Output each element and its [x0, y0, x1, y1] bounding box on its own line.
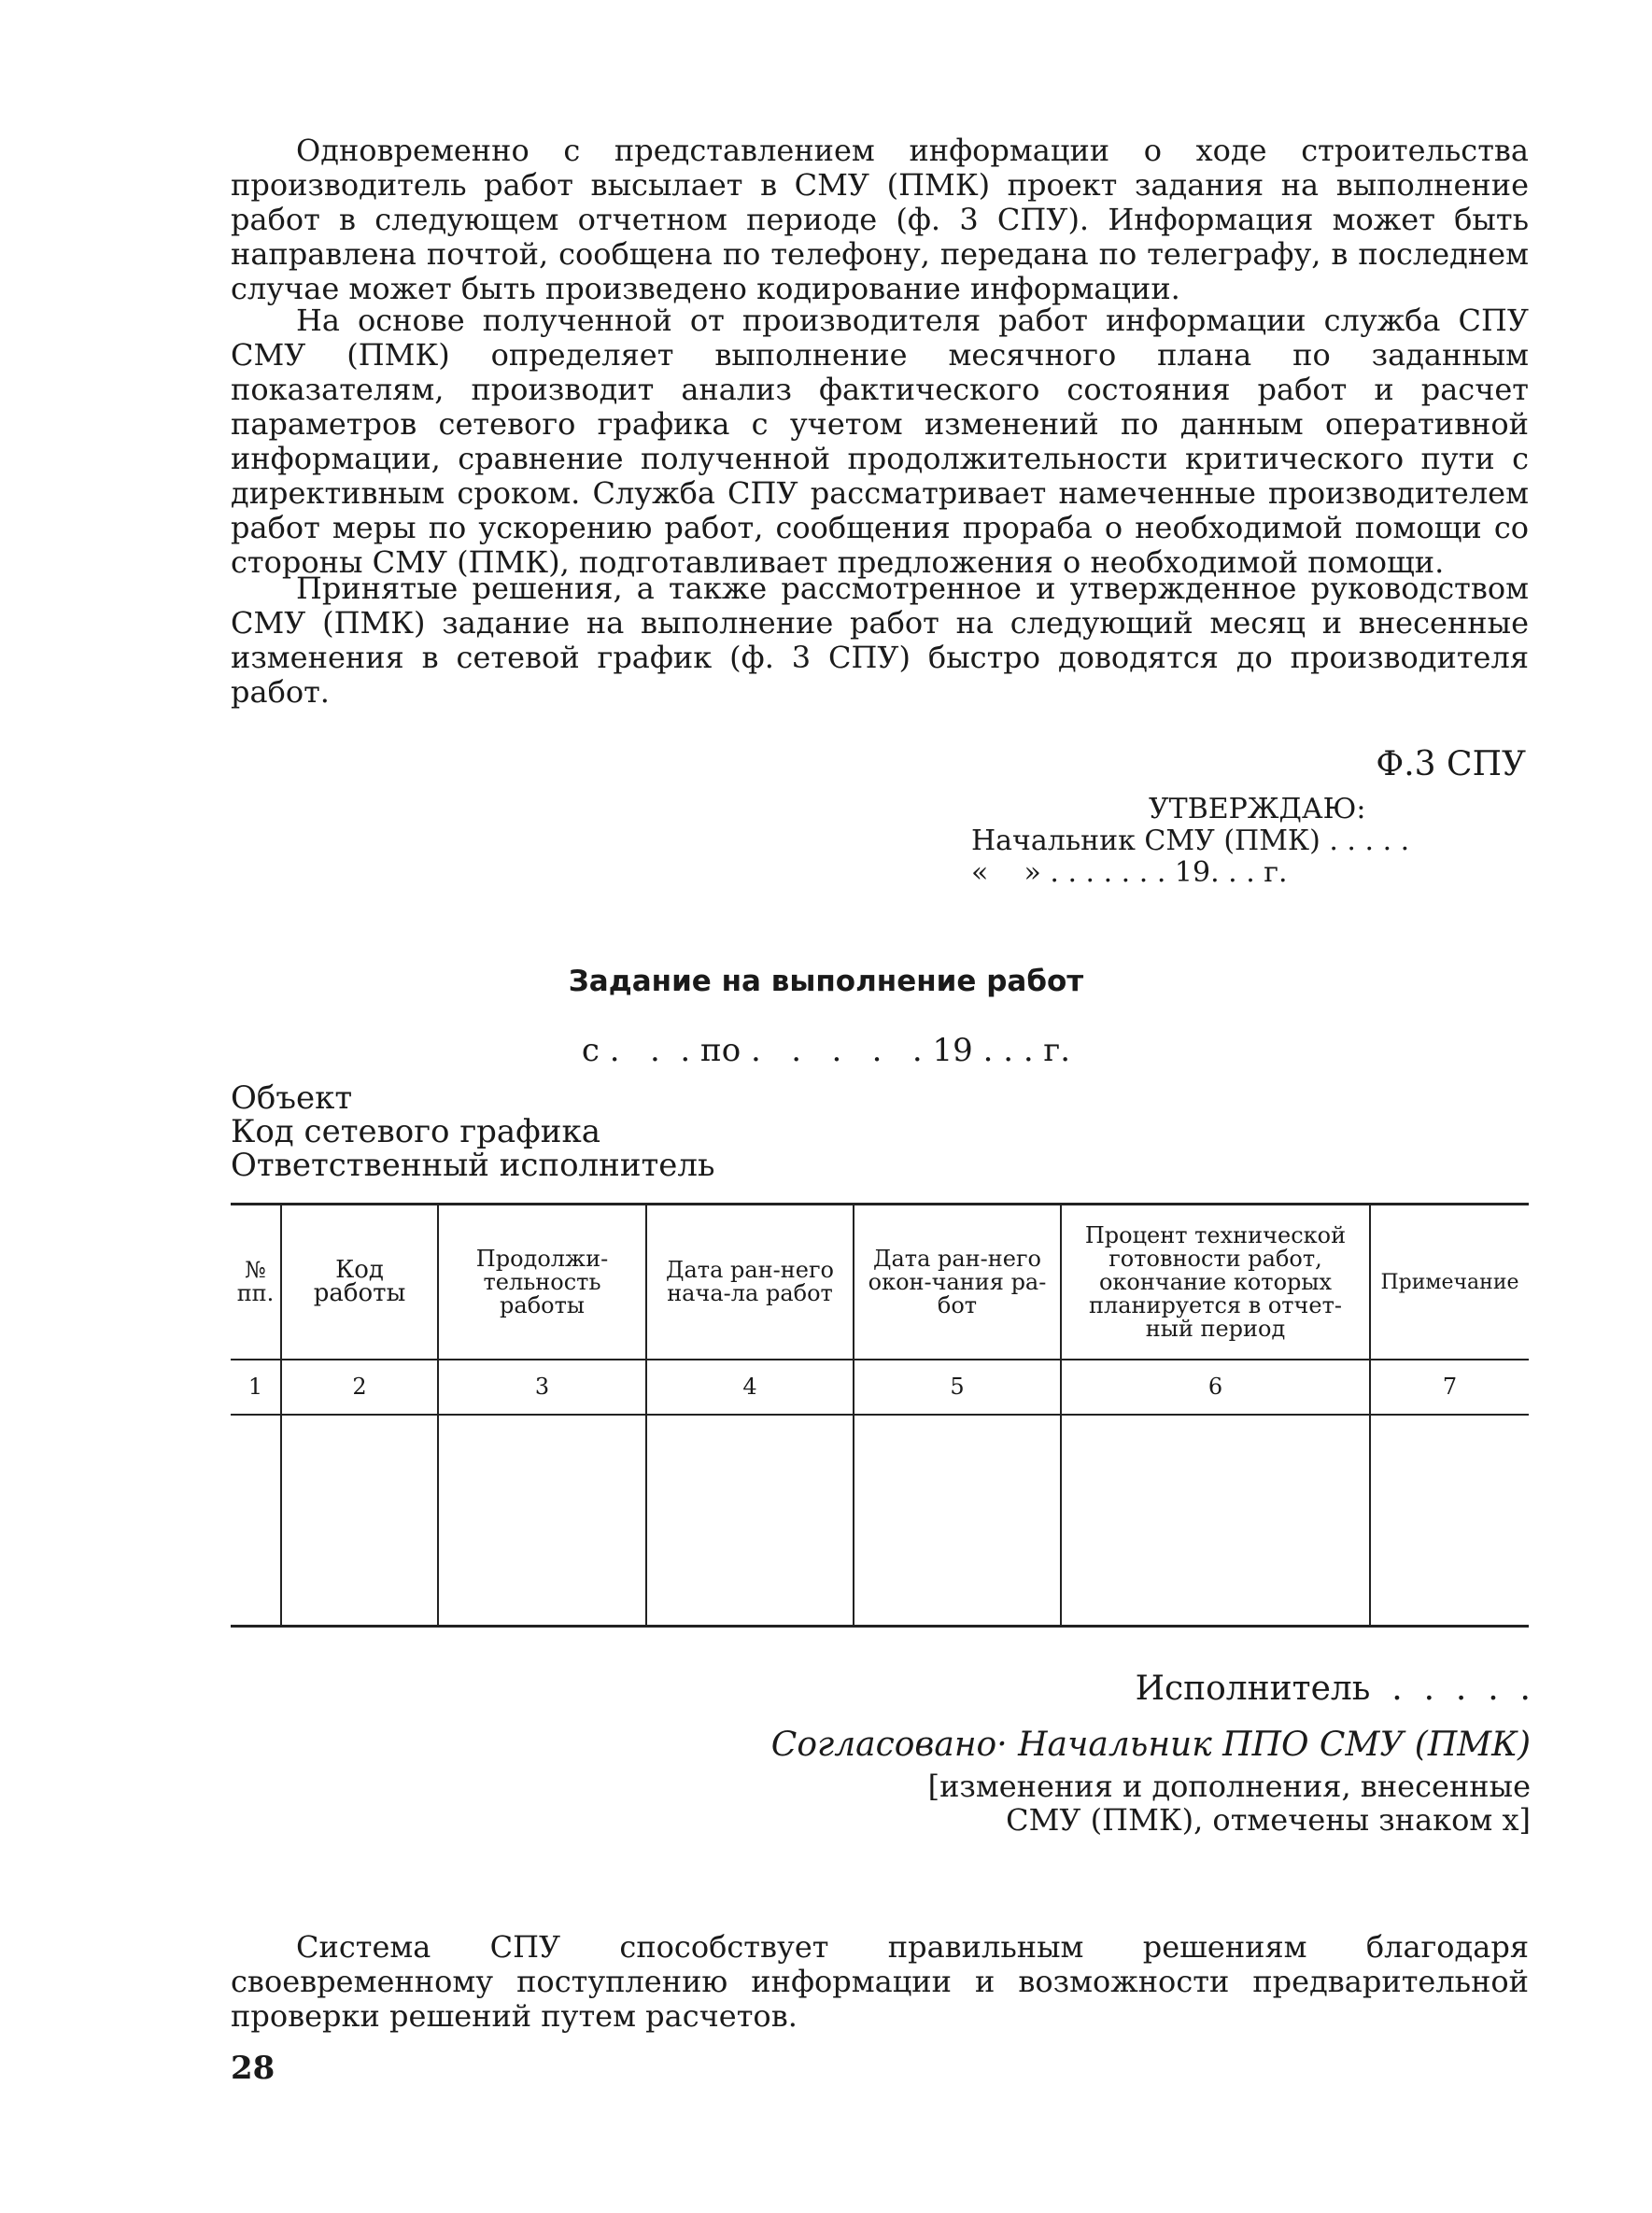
- approval-block: [971, 794, 1409, 889]
- empty-cell: [1370, 1415, 1529, 1627]
- header-readiness: Процент технической готовности работ, окончание которых планируется в отчет-ный период: [1061, 1205, 1370, 1360]
- table-row: [231, 1360, 1529, 1415]
- column-number-cell: 6: [1061, 1360, 1370, 1415]
- changes-note: [928, 1769, 1531, 1837]
- form-title: Задание на выполнение работ: [568, 965, 1084, 998]
- header-duration: Продолжи-тельность работы: [438, 1205, 646, 1360]
- header-work-code: Код работы: [281, 1205, 438, 1360]
- field-object: Объект: [231, 1079, 353, 1117]
- executor-signature: Исполнитель . . . . .: [1135, 1670, 1531, 1708]
- paragraph-decisions: Принятые решения, а также рассмотренное и утвержденное руководством СМУ (ПМК) задание на выполнение работ на следующий месяц и внесенные изменения в сетевой график (ф. 3 СПУ) быстро доводятся до производителя работ.: [231, 571, 1529, 710]
- column-number-cell: 3: [438, 1360, 646, 1415]
- task-table: [231, 1203, 1529, 1628]
- approval-date-line: « » . . . . . . . 19. . . г.: [971, 856, 1288, 889]
- form-fields: [231, 1081, 715, 1182]
- empty-cell: [854, 1415, 1061, 1627]
- field-network-code: Код сетевого графика: [231, 1113, 600, 1150]
- header-early-finish: Дата ран-него окон-чания ра-бот: [854, 1205, 1061, 1360]
- header-note: Примечание: [1370, 1205, 1529, 1360]
- approval-title: УТВЕРЖДАЮ:: [1149, 793, 1366, 825]
- approval-chief-line: Начальник СМУ (ПМК) . . . . .: [971, 825, 1410, 857]
- empty-cell: [438, 1415, 646, 1627]
- column-number-cell: 5: [854, 1360, 1061, 1415]
- empty-cell: [281, 1415, 438, 1627]
- header-early-start: Дата ран-него нача-ла работ: [646, 1205, 854, 1360]
- table-header-row: [231, 1205, 1529, 1360]
- empty-cell: [646, 1415, 854, 1627]
- form-period: с . . . по . . . . . 19 . . . г.: [581, 1032, 1071, 1069]
- column-number-cell: 1: [231, 1360, 281, 1415]
- table-row: [231, 1415, 1529, 1627]
- changes-note-line: [изменения и дополнения, внесенные: [927, 1769, 1531, 1804]
- form-code: Ф.3 СПУ: [1376, 745, 1526, 783]
- changes-note-line: СМУ (ПМК), отмечены знаком x]: [1006, 1802, 1531, 1838]
- page-number: 28: [231, 2050, 275, 2087]
- empty-cell: [1061, 1415, 1370, 1627]
- paragraph-info-submission: Одновременно с представлением информации о ходе строительства производитель работ высылает в СМУ (ПМК) проект задания на выполнение работ в следующем отчетном периоде (ф. 3 СПУ). Информация может быть направлена почтой, сообщена по телефону, передана по телеграфу, в последнем случае может быть произведено кодирование информации.: [231, 133, 1529, 306]
- paragraph-spu-analysis: На основе полученной от производителя работ информации служба СПУ СМУ (ПМК) определяет выполнение месячного плана по заданным показателям, производит анализ фактического состояния работ и расчет параметров сетевого графика с учетом изменений по данным оперативной информации, сравнение полученной продолжительности критического пути с директивным сроком. Служба СПУ рассматривает намеченные производителем работ меры по ускорению работ, сообщения прораба о необходимой помощи со стороны СМУ (ПМК), подготавливает предложения о необходимой помощи.: [231, 303, 1529, 580]
- paragraph-conclusion: Система СПУ способствует правильным решениям благодаря своевременному поступлению информации и возможности предварительной проверки решений путем расчетов.: [231, 1929, 1529, 2034]
- column-number-cell: 4: [646, 1360, 854, 1415]
- field-responsible: Ответственный исполнитель: [231, 1147, 715, 1184]
- header-number: № пп.: [231, 1205, 281, 1360]
- column-number-cell: 2: [281, 1360, 438, 1415]
- agreed-signature: Согласовано· Начальник ППО СМУ (ПМК): [770, 1726, 1531, 1764]
- column-number-cell: 7: [1370, 1360, 1529, 1415]
- empty-cell: [231, 1415, 281, 1627]
